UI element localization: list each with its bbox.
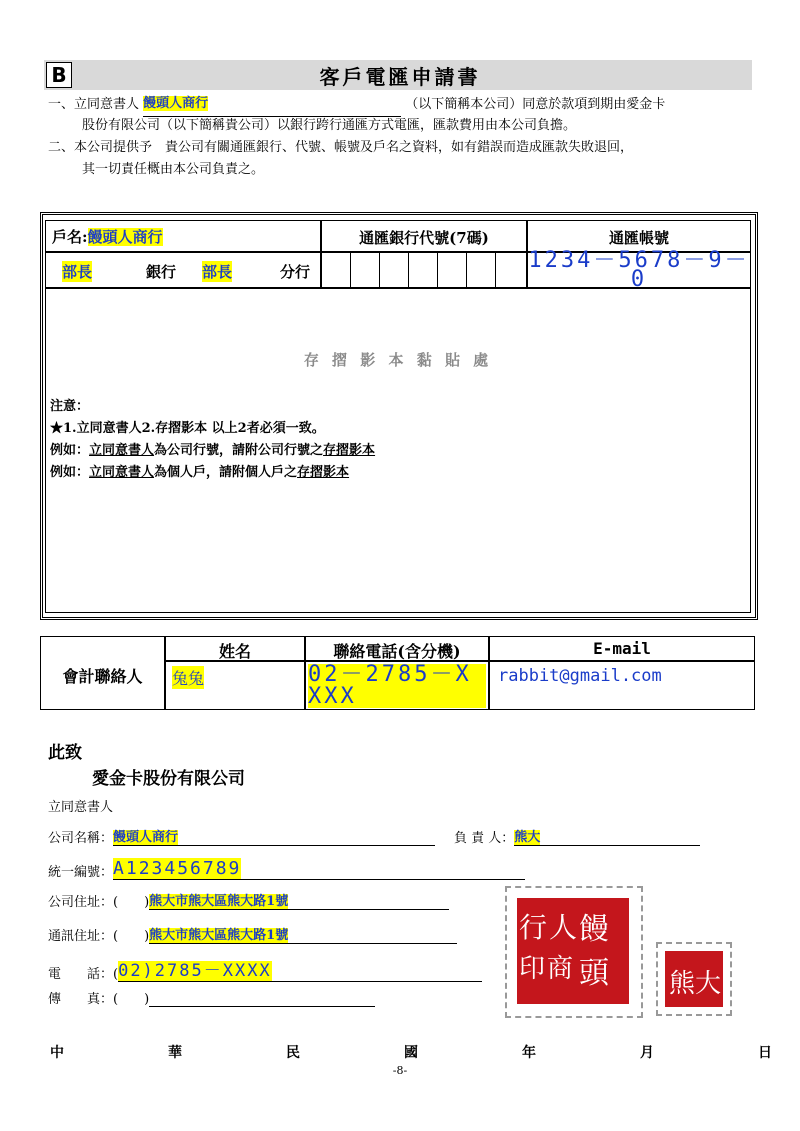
bank-account-box [40,212,758,620]
clause-1-line2: 股份有限公司（以下簡稱貴公司）以銀行跨行通匯方式電匯，匯款費用由本公司負擔。 [82,118,577,133]
contact-email-value[interactable]: rabbit@gmail.com [498,666,662,686]
note-1: ★1.立同意書人2.存摺影本 以上2者必須一致。 [50,421,325,436]
owner-value[interactable]: 熊大 [514,830,541,845]
bank-code-digits[interactable] [321,252,527,288]
fax-row: 傳 真：( ) [48,988,375,1007]
form-title: 客戶電匯申請書 [319,65,481,89]
notes-title: 注意： [50,399,90,414]
mail-address-value[interactable]: 熊大市熊大區熊大路1號 [149,928,289,943]
account-name-cell: 戶名:饅頭人商行 [45,220,321,252]
clause-company-name[interactable]: 饅頭人商行 [143,96,209,111]
contact-table [40,636,755,710]
account-no-cell[interactable] [527,248,751,292]
date-line: 中 華 民 國 年 月 日 [50,1045,772,1061]
account-name-value[interactable]: 饅頭人商行 [87,228,163,246]
salutation: 此致 [48,743,82,763]
bank-code-header: 通匯銀行代號(7碼) [321,220,527,252]
company-row: 公司名稱：饅頭人商行 [48,826,435,846]
email-header: E-mail [593,639,651,658]
contact-row-label-cell: 會計聯絡人 [40,636,165,710]
example-2: 例如：立同意書人為個人戶，請附個人戶之存摺影本 [50,465,350,480]
contact-name-value[interactable]: 兔兔 [172,666,204,689]
name-header: 姓名 [218,642,251,661]
address-value[interactable]: 熊大市熊大區熊大路1號 [149,894,289,909]
page-number: -8- [392,1064,408,1077]
bank-branch-cell [45,252,321,288]
tax-value[interactable]: A123456789 [113,858,242,879]
passbook-placeholder: 存 摺 影 本 黏 貼 處 [303,351,493,369]
phone-row: 電 話：(02)2785－XXXX [48,956,482,982]
recipient: 愛金卡股份有限公司 [92,769,245,789]
clause-2-line2: 其一切責任概由本公司負責之。 [82,162,265,177]
company-value[interactable]: 饅頭人商行 [113,830,179,845]
tax-row: 統一編號：A123456789 [48,858,525,880]
phone-value[interactable]: 02)2785－XXXX [118,961,272,981]
contact-phone-value[interactable]: 02－2785－XXXX [308,664,486,708]
owner-seal-icon: 熊 大 [665,951,723,1007]
owner-seal-frame [656,942,732,1016]
branch-value[interactable]: 部長 [202,263,233,281]
section-letter: B [46,62,72,88]
passbook-area [45,288,751,613]
company-seal-icon: 饅 頭 商 印 人 行 [517,898,629,1004]
bank-value[interactable]: 部長 [62,263,93,281]
company-seal-frame [505,886,643,1018]
owner-row: 負 責 人：熊大 [454,826,700,846]
clause-2-line1: 二、本公司提供予 貴公司有關通匯銀行、代號、帳號及戶名之資料，如有錯誤而造成匯款失敗退回， [48,140,634,155]
mail-address-row: 通訊住址：( )熊大市熊大區熊大路1號 [48,924,457,944]
account-no-value[interactable]: 1234－5678－9－0 [528,248,750,292]
account-no-header: 通匯帳號 [527,220,751,252]
example-1: 例如：立同意書人為公司行號，請附公司行號之存摺影本 [50,443,376,458]
address-row: 公司住址：( )熊大市熊大區熊大路1號 [48,890,449,910]
branch-label: 分行 [280,263,311,281]
phone-header: 聯絡電話(含分機) [333,642,461,661]
clause-1: 一、立同意書人 饅頭人商行 （以下簡稱本公司）同意於款項到期由愛金卡 [48,92,768,117]
bank-label: 銀行 [146,263,177,281]
signer-label: 立同意書人 [48,800,114,815]
